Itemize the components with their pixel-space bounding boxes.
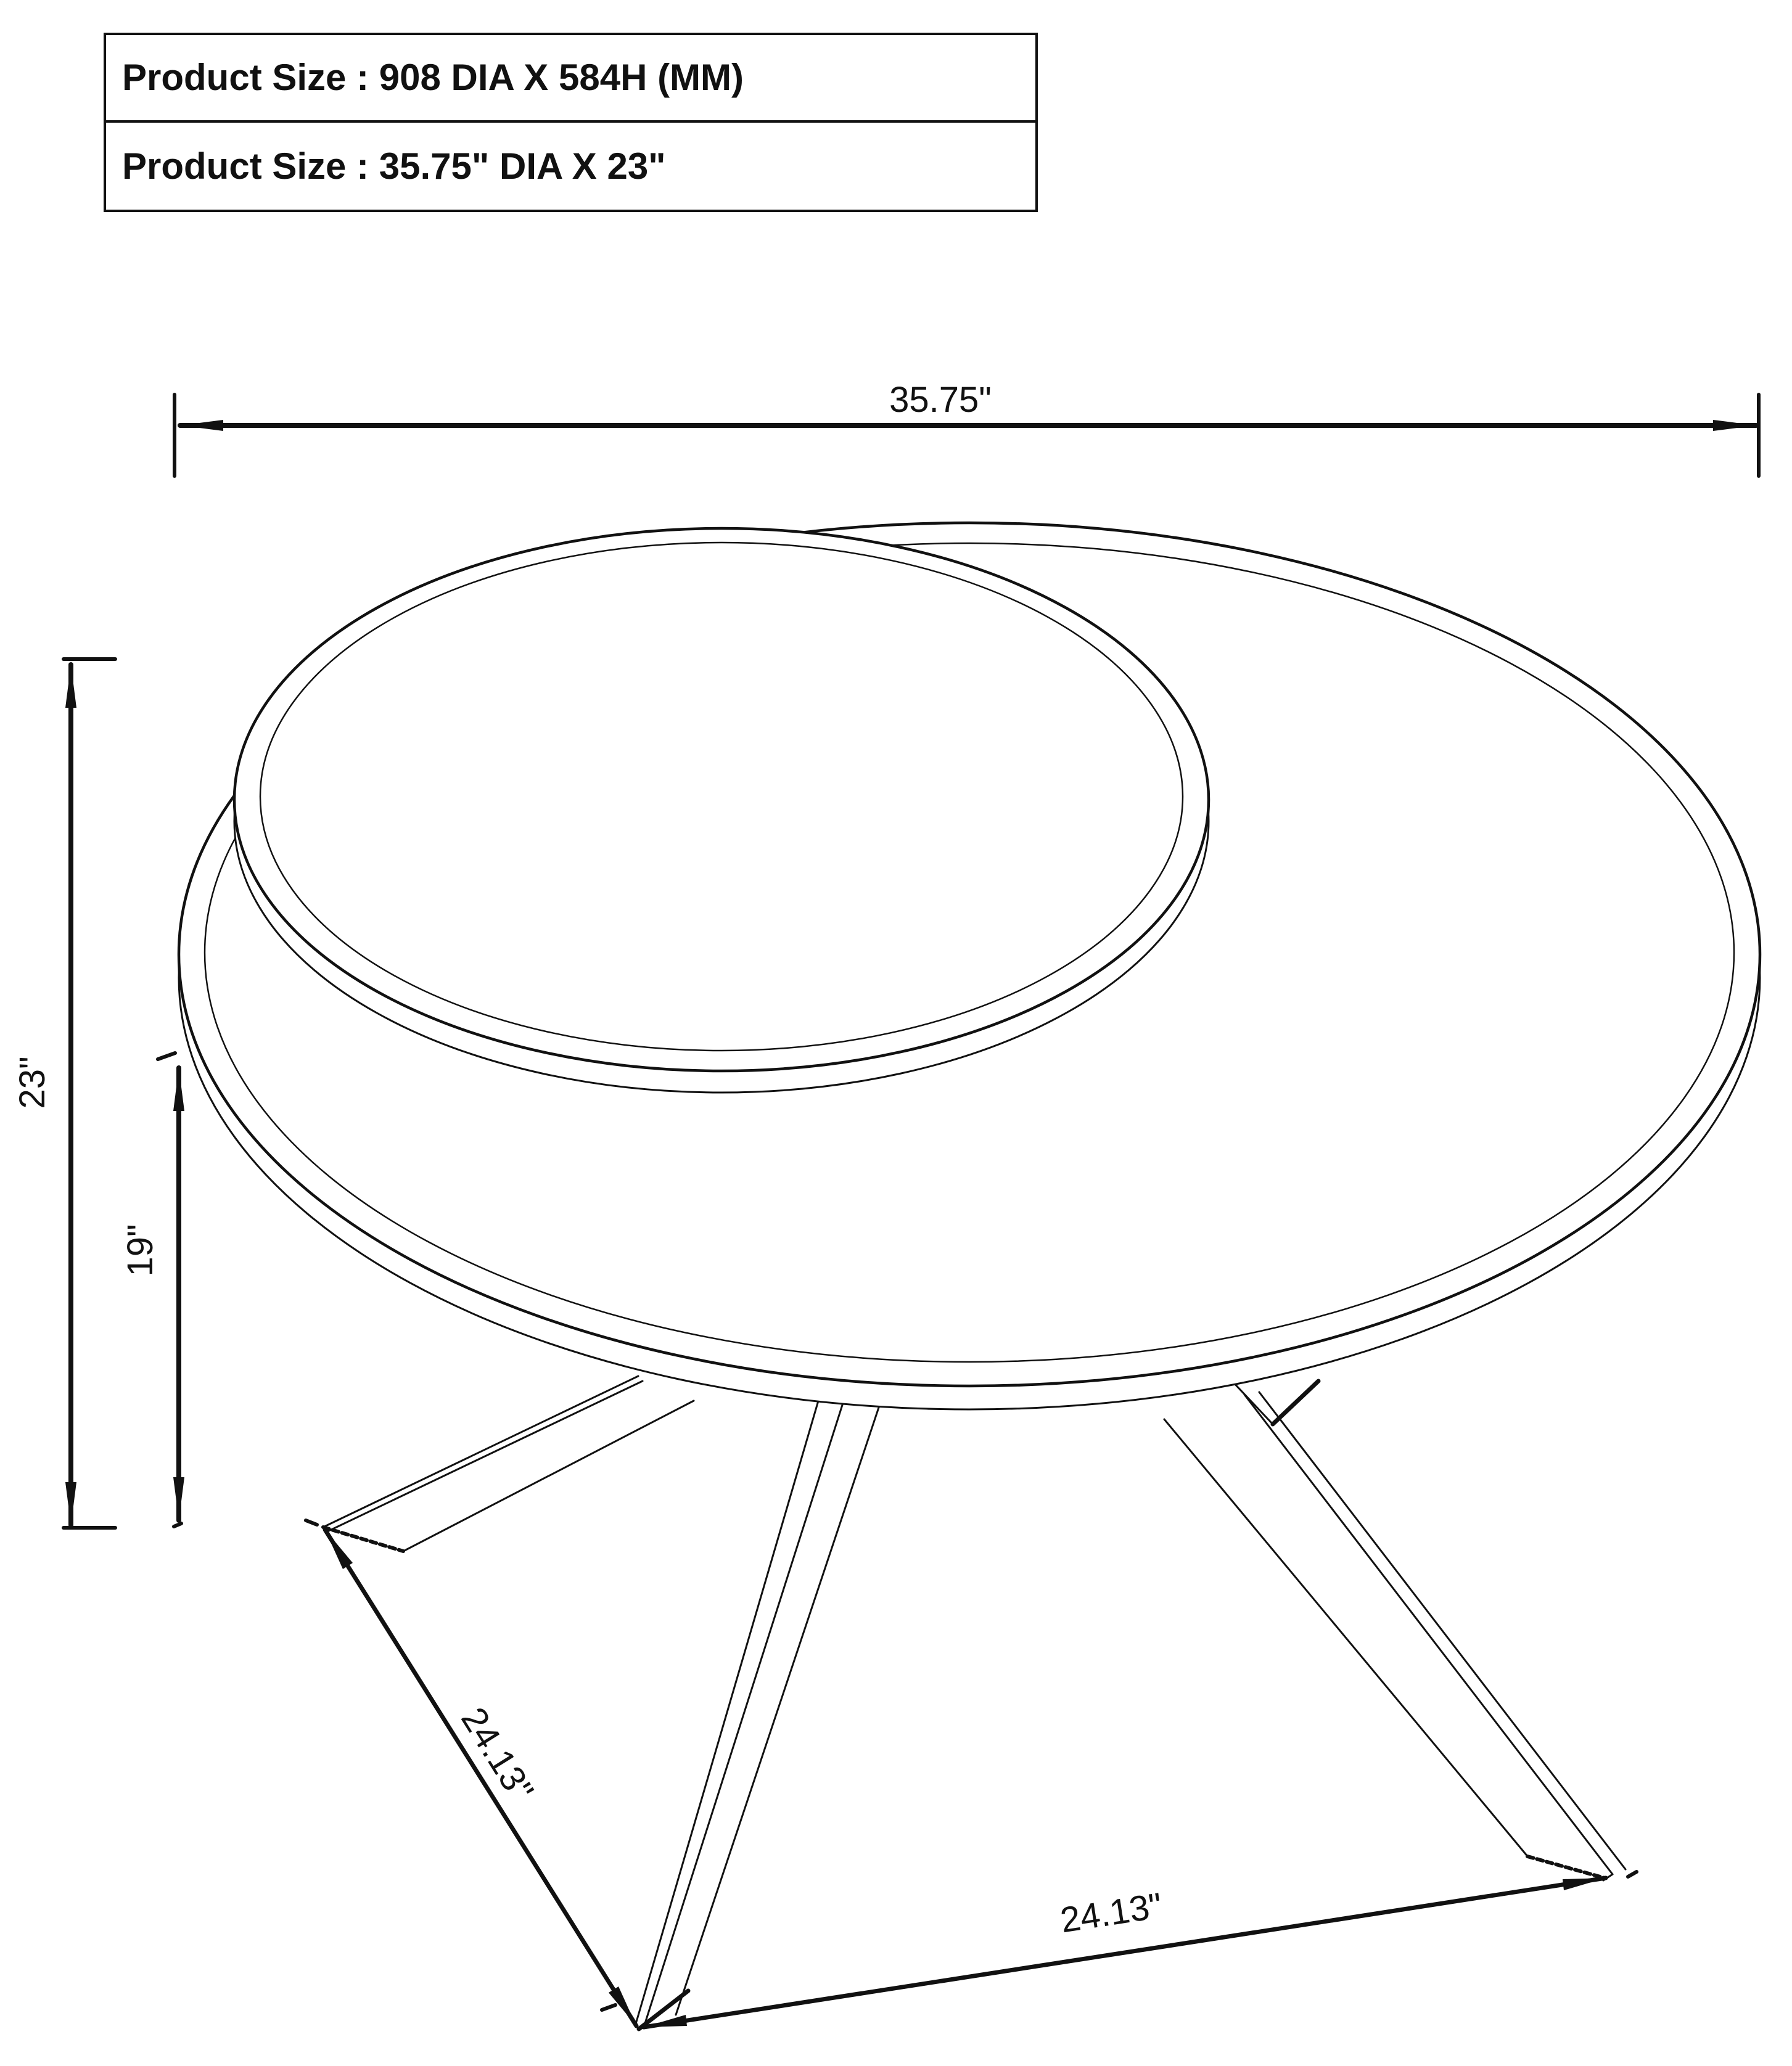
dimension-arrow — [1713, 420, 1756, 431]
leg-end-cap — [1527, 1856, 1605, 1878]
leg-edge — [403, 1401, 694, 1551]
dim-label-overall-height: 23" — [12, 1056, 52, 1109]
dim-top-diameter — [175, 380, 1759, 476]
dimension-arrow — [65, 665, 76, 708]
dim-label-top-diameter: 35.75" — [889, 380, 992, 420]
leg-edge — [1164, 1419, 1528, 1857]
dim-leg-span-left — [306, 1520, 636, 2026]
dim-overall-height — [12, 659, 115, 1528]
table-legs — [323, 1376, 1626, 2029]
dim-label-leg-span-left: 24.13" — [453, 1700, 542, 1809]
leg-edge — [676, 1398, 882, 2015]
product-size-row-mm — [106, 35, 1035, 123]
extension-tick — [602, 2005, 615, 2010]
leg-front-left — [323, 1376, 694, 1551]
extension-tick — [306, 1520, 317, 1525]
dim-label-leg-span-right: 24.13" — [1058, 1885, 1165, 1941]
leg-back — [1231, 1380, 1318, 1424]
leg-edge — [1244, 1395, 1613, 1874]
dimension-line — [325, 1530, 636, 2026]
leg-edge — [1259, 1392, 1626, 1869]
leg-edge — [644, 1393, 846, 2027]
product-size-table — [104, 33, 1038, 212]
extension-tick — [1628, 1872, 1637, 1877]
dimension-arrow — [180, 420, 223, 431]
dim-underside-height — [120, 1053, 184, 1527]
leg-edge — [635, 1395, 820, 2026]
leg-edge — [323, 1376, 638, 1527]
dimension-arrow — [1563, 1878, 1606, 1890]
dimension-arrow — [173, 1068, 184, 1111]
product-size-inch-label: Product Size : 35.75" DIA X 23" — [122, 145, 666, 187]
dim-leg-span-right — [644, 1872, 1637, 2027]
leg-right — [1164, 1392, 1626, 1880]
extension-tick — [174, 1523, 181, 1527]
leg-front-center — [635, 1393, 882, 2029]
upper-tabletop — [234, 528, 1209, 1092]
dimension-arrow — [173, 1477, 184, 1520]
leg-end-cap — [1273, 1381, 1318, 1424]
dimension-arrow — [65, 1482, 76, 1525]
product-size-mm-label: Product Size : 908 DIA X 584H (MM) — [122, 57, 744, 99]
extension-tick — [158, 1053, 175, 1059]
dim-label-underside-height: 19" — [120, 1224, 160, 1277]
upper-top-outer-edge — [234, 528, 1209, 1071]
product-size-row-inch — [106, 123, 1035, 210]
